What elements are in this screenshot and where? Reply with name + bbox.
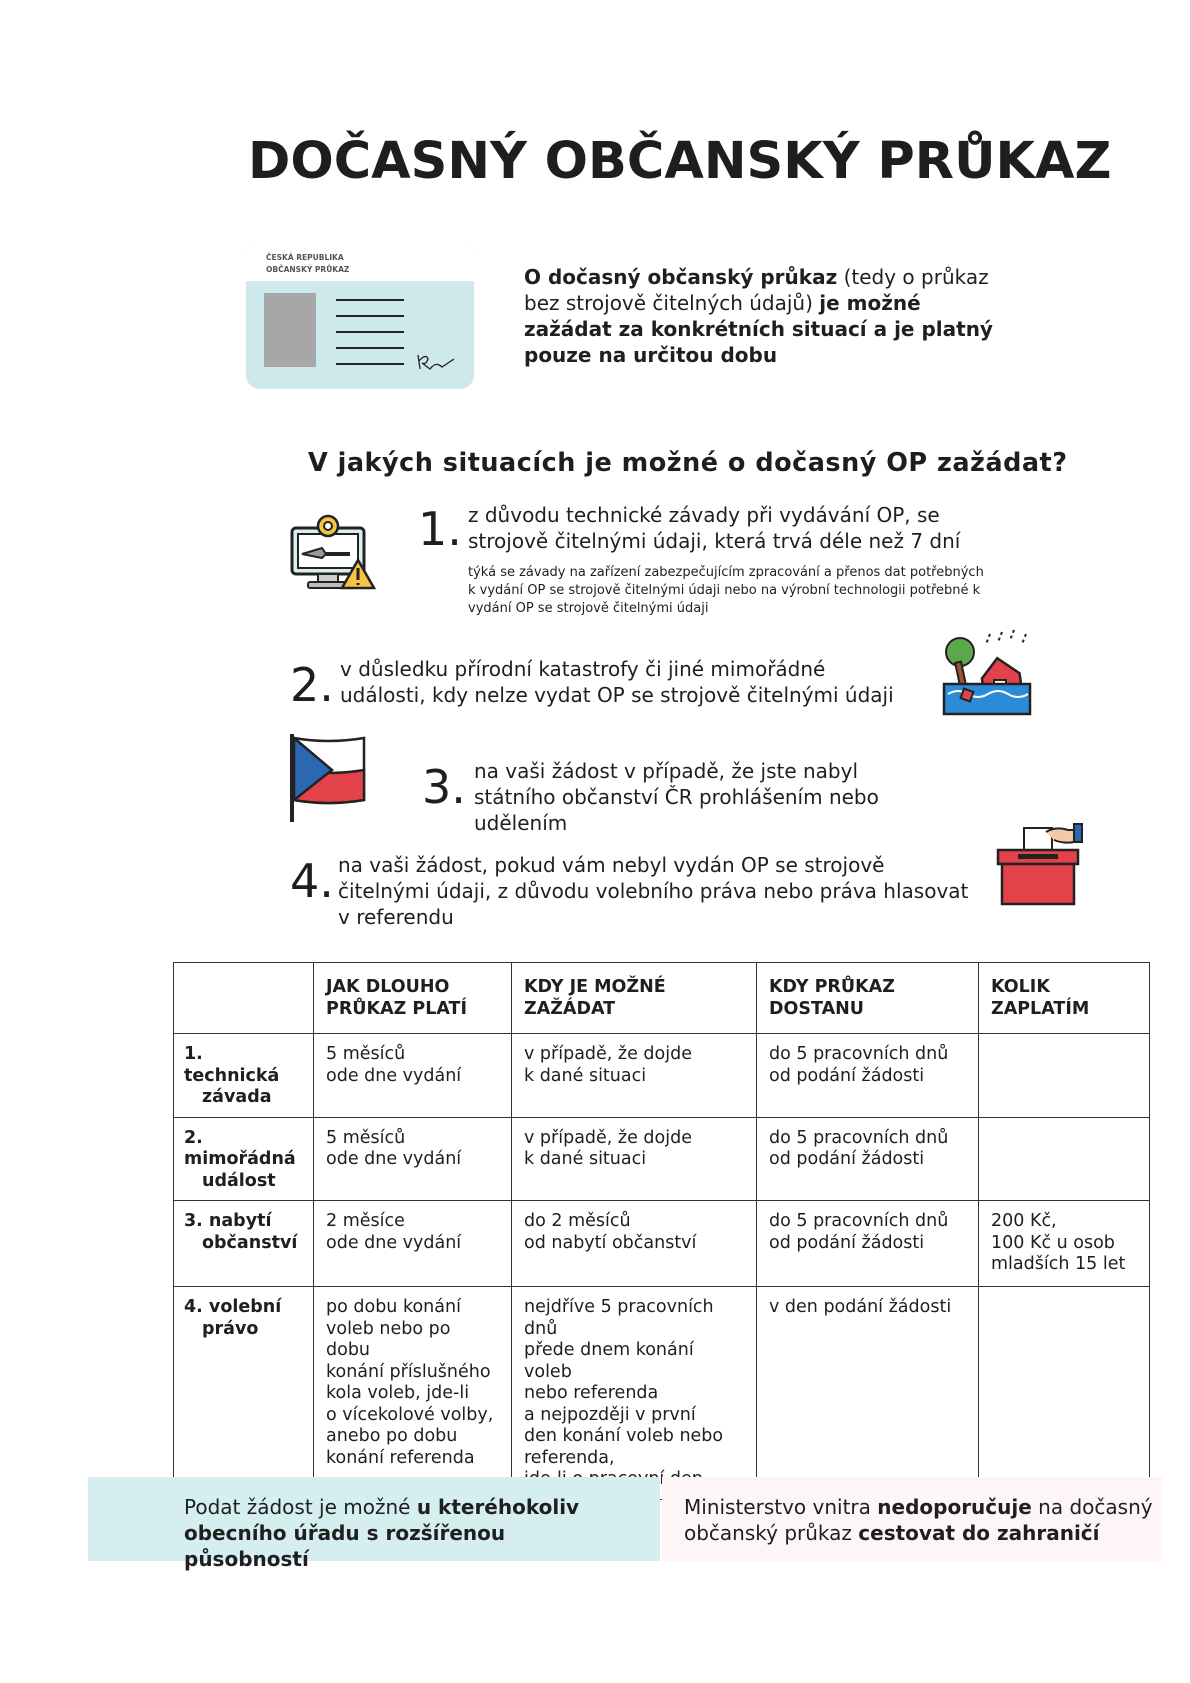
table-header-cost: KOLIK ZAPLATÍM (979, 963, 1150, 1034)
cell-when-receive: do 5 pracovních dnů od podání žádosti (757, 1117, 979, 1201)
cell-cost: 200 Kč, 100 Kč u osob mladších 15 let (979, 1201, 1150, 1287)
cell-when-apply: v případě, že dojde k dané situaci (512, 1117, 757, 1201)
table-header-when-receive: KDY PRŮKAZ DOSTANU (757, 963, 979, 1034)
id-card-illustration (246, 243, 474, 389)
table-row (174, 1117, 1150, 1201)
intro-normal: (tedy o průkaz bez strojově čitelných údajů) (524, 265, 989, 315)
czech-flag-icon (288, 732, 370, 824)
cell-when-receive: do 5 pracovních dnů od podání žádosti (757, 1034, 979, 1118)
id-card-line (336, 315, 404, 317)
row-label (174, 1201, 314, 1287)
id-card-type: OBČANSKÝ PRŮKAZ (266, 265, 350, 274)
row-label-rest: občanství (202, 1232, 298, 1253)
cell-cost (979, 1117, 1150, 1201)
row-label (174, 1287, 314, 1500)
row-label-num: 4. volební (184, 1297, 282, 1317)
row-label-rest: událost (202, 1170, 276, 1191)
cell-when-apply: nejdříve 5 pracovních dnů přede dnem konání voleb nebo referenda a nejpozději v první den konání voleb nebo referenda, (512, 1287, 757, 1500)
table-header-when-apply: KDY JE MOŽNÉ ZAŽÁDAT (512, 963, 757, 1034)
situation-note: týká se závady na zařízení zabezpečujícím zpracování a přenos dat potřebných k vydání OP se strojově čitelnými údaji nebo na výrobní technologii potřebné k vydání OP se strojově čitelnými údaji (468, 565, 984, 616)
situation-number: 4. (290, 854, 334, 908)
footer-right-normal-2: na dočasný občanský průkaz (684, 1495, 1153, 1545)
footer-right-bold-2: cestovat do zahraničí (858, 1521, 1100, 1545)
signature-icon (416, 351, 456, 373)
row-label (174, 1117, 314, 1201)
intro-bold-1: O dočasný občanský průkaz (524, 265, 838, 289)
situation-text: v důsledku přírodní katastrofy či jiné mimořádné události, kdy nelze vydat OP se strojově čitelnými údaji (340, 657, 894, 707)
row-label-num: 3. nabytí (184, 1211, 272, 1231)
table-header-validity: JAK DLOUHO PRŮKAZ PLATÍ (314, 963, 512, 1034)
cell-validity: 5 měsíců ode dne vydání (314, 1117, 512, 1201)
page-title: DOČASNÝ OBČANSKÝ PRŮKAZ (248, 132, 1112, 191)
id-card-photo (264, 293, 316, 367)
footer-right-bold-1: nedoporučuje (877, 1495, 1032, 1519)
situation-text: z důvodu technické závady při vydávání OP, se strojově čitelnými údaji, která trvá déle než 7 dní (468, 503, 961, 553)
table-row (174, 1287, 1150, 1500)
situation-number: 1. (418, 502, 462, 556)
id-card-line (336, 347, 404, 349)
table-row (174, 1201, 1150, 1287)
situation-number: 3. (422, 760, 466, 814)
table-header-empty (174, 963, 314, 1034)
footer-right-text (684, 1494, 1154, 1546)
situation-text: na vaši žádost, pokud vám nebyl vydán OP se strojově čitelnými údaji, z důvodu volebního práva nebo práva hlasovat v referendu (338, 853, 969, 929)
ballot-box-icon (994, 822, 1086, 906)
row-label-num: 2. mimořádná (184, 1127, 296, 1169)
id-card-line (336, 363, 404, 365)
info-table (173, 962, 1150, 1500)
id-card-line (336, 299, 404, 301)
cell-when-receive: do 5 pracovních dnů od podání žádosti (757, 1201, 979, 1287)
row-label-rest: závada (202, 1087, 272, 1107)
row-label-num: 1. technická (184, 1044, 280, 1086)
situation-text: na vaši žádost v případě, že jste nabyl státního občanství ČR prohlášením nebo udělením (474, 759, 879, 835)
cell-validity: 5 měsíců ode dne vydání (314, 1034, 512, 1118)
footer-left-text (184, 1494, 624, 1572)
cell-cost (979, 1034, 1150, 1118)
cell-when-apply: do 2 měsíců od nabytí občanství (512, 1201, 757, 1287)
intro-text (524, 264, 1004, 368)
cell-validity: 2 měsíce ode dne vydání (314, 1201, 512, 1287)
footer-right-normal-1: Ministerstvo vnitra (684, 1495, 878, 1519)
id-card-country: ČESKÁ REPUBLIKA (266, 253, 344, 262)
row-label (174, 1034, 314, 1118)
table-row (174, 1034, 1150, 1118)
computer-warning-icon (288, 510, 380, 592)
cell-validity: po dobu konání voleb nebo po dobu konání příslušného kola voleb, jde-li o vícekolové volby, anebo po dobu konání referenda (314, 1287, 512, 1500)
intro-bold-2: je možné zažádat za konkrétních situací a je platný pouze na určitou dobu (524, 291, 993, 367)
footer-left-normal: Podat žádost je možné (184, 1495, 417, 1519)
row-label-rest: právo (202, 1318, 259, 1339)
cell-cost (979, 1287, 1150, 1500)
id-card-header (246, 243, 474, 281)
cell-when-apply: v případě, že dojde k dané situaci (512, 1034, 757, 1118)
id-card-line (336, 331, 404, 333)
footer-left-bold: u kteréhokoliv obecního úřadu s rozšířenou působností (184, 1495, 580, 1571)
table-header-row (174, 963, 1150, 1034)
cell-when-receive: v den podání žádosti (757, 1287, 979, 1500)
flood-house-icon (942, 628, 1034, 718)
situation-number: 2. (290, 658, 334, 712)
situations-heading: V jakých situacích je možné o dočasný OP zažádat? (308, 448, 1068, 478)
